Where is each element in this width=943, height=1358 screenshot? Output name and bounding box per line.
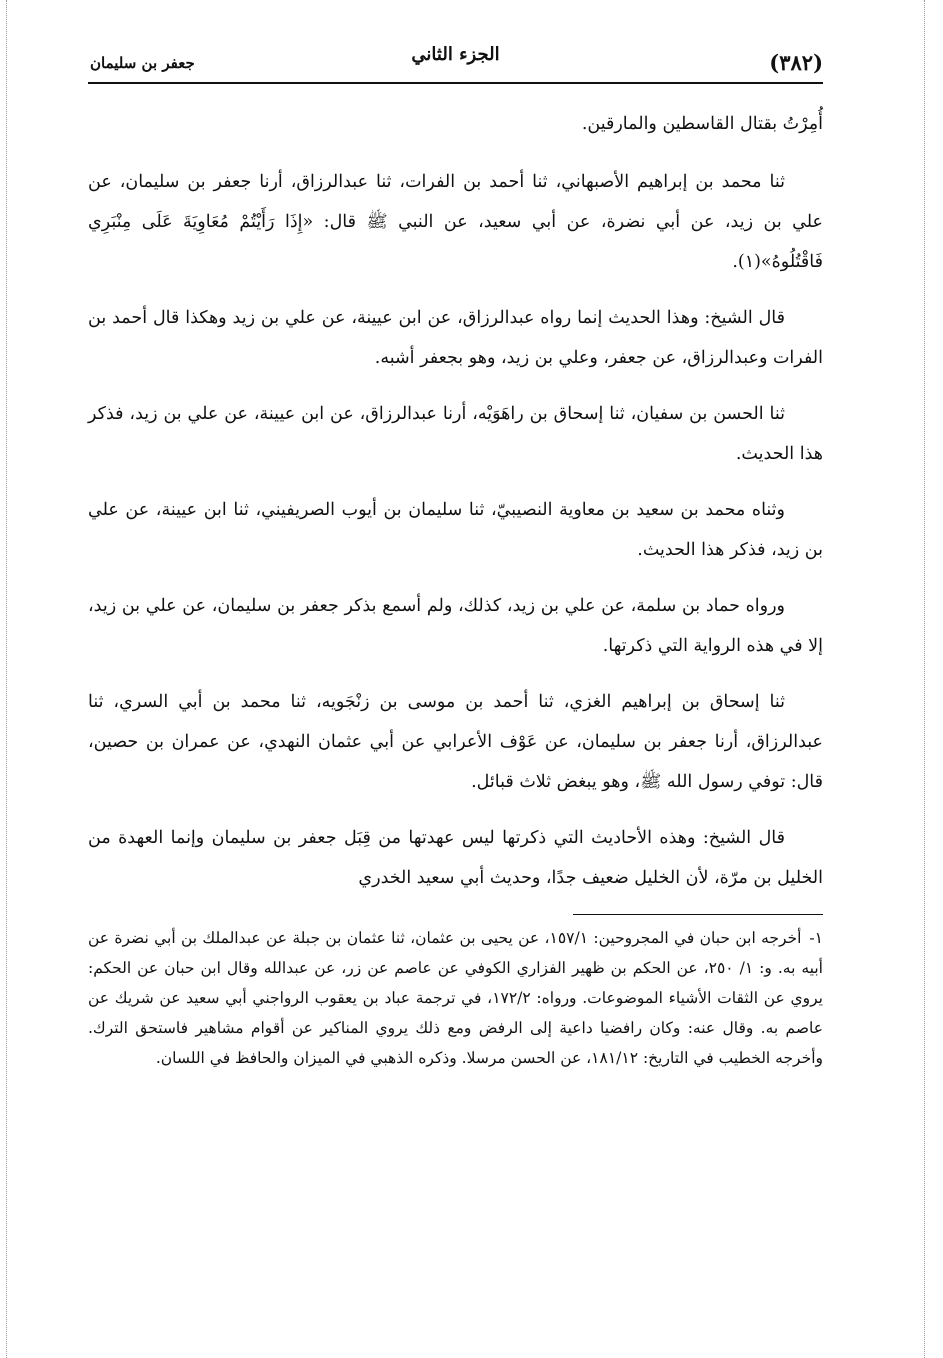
- paragraph: أُمِرْتُ بقتال القاسطين والمارقين.: [581, 114, 823, 134]
- paragraph: وثناه محمد بن سعيد بن معاوية النصيبيّ، ثنا سليمان بن أيوب الصريفيني، ثنا ابن عيينة، عن علي بن زيد، فذكر هذا الحديث.: [88, 500, 823, 560]
- paragraph: ثنا الحسن بن سفيان، ثنا إسحاق بن راهَوَيْه، أرنا عبدالرزاق، عن ابن عيينة، عن علي بن زيد، فذكر هذا الحديث.: [88, 404, 823, 464]
- paragraph: قال الشيخ: وهذا الحديث إنما رواه عبدالرزاق، عن ابن عيينة، عن علي بن زيد وهكذا قال أحمد بن الفرات وعبدالرزاق، عن جعفر، وعلي بن زيد، وهو بجعفر أشبه.: [88, 308, 823, 368]
- scan-margin-left: [6, 0, 7, 1358]
- footnote-text: أخرجه ابن حبان في المجروحين: ١٥٧/١، عن يحيى بن عثمان، ثنا عثمان بن جبلة عن عبدالملك بن أبي نضرة عن أبيه به. و: ١/ ٢٥٠، عن الحكم بن ظهير الفزاري الكوفي عن عاصم عن زر، عن عبدالله وقال ابن حبان عن الحكم: يروي عن الثقات الأشياء الموضوعات. ورواه: ١٧٢/٢، في ترجمة عباد بن يعقوب الرواجني أبي سعيد عن شريك عن عاصم به. وقال عنه: وكان رافضيا داعية إلى الرفض ومع ذلك يروي المناكير عن أقوام مشاهير فاستحق الترك. وأخرجه الخطيب في التاريخ: ١٨١/١٢، عن الحسن مرسلا. وذكره الذهبي في الميزان والحافظ في اللسان.: [88, 929, 823, 1067]
- scan-margin-right: [924, 0, 925, 1358]
- page-number: (٣٨٢): [769, 50, 823, 75]
- paragraph: ورواه حماد بن سلمة، عن علي بن زيد، كذلك، ولم أسمع بذكر جعفر بن سليمان، عن علي بن زيد، إلا في هذه الرواية التي ذكرتها.: [88, 596, 823, 656]
- main-text: [88, 104, 823, 898]
- book-page: [88, 40, 823, 1073]
- footnote: [88, 923, 823, 1073]
- paragraph: ثنا محمد بن إبراهيم الأصبهاني، ثنا أحمد بن الفرات، ثنا عبدالرزاق، أرنا جعفر بن سليمان، عن علي بن زيد، عن أبي نضرة، عن أبي سعيد، عن النبي ﷺ قال: «إِذَا رَأَيْتُمْ مُعَاوِيَةَ عَلَى مِنْبَرِي فَاقْتُلُوهُ»(١).: [88, 172, 823, 272]
- entry-name: جعفر بن سليمان: [90, 54, 195, 72]
- running-header: [88, 40, 823, 84]
- volume-title: الجزء الثاني: [411, 44, 500, 65]
- footnote-number: ١-: [809, 929, 823, 947]
- paragraph: ثنا إسحاق بن إبراهيم الغزي، ثنا أحمد بن موسى بن زنْجَويه، ثنا محمد بن أبي السري، ثنا عبدالرزاق، أرنا جعفر بن سليمان، عن عَوْف الأعرابي عن أبي عثمان النهدي، عن عمران بن حصين، قال: توفي رسول الله ﷺ، وهو يبغض ثلاث قبائل.: [88, 692, 823, 792]
- paragraph: قال الشيخ: وهذه الأحاديث التي ذكرتها ليس عهدتها من قِبَل جعفر بن سليمان وإنما العهدة من الخليل بن مرّة، لأن الخليل ضعيف جدًا، وحديث أبي سعيد الخدري: [88, 828, 823, 888]
- footnote-divider: [573, 914, 823, 915]
